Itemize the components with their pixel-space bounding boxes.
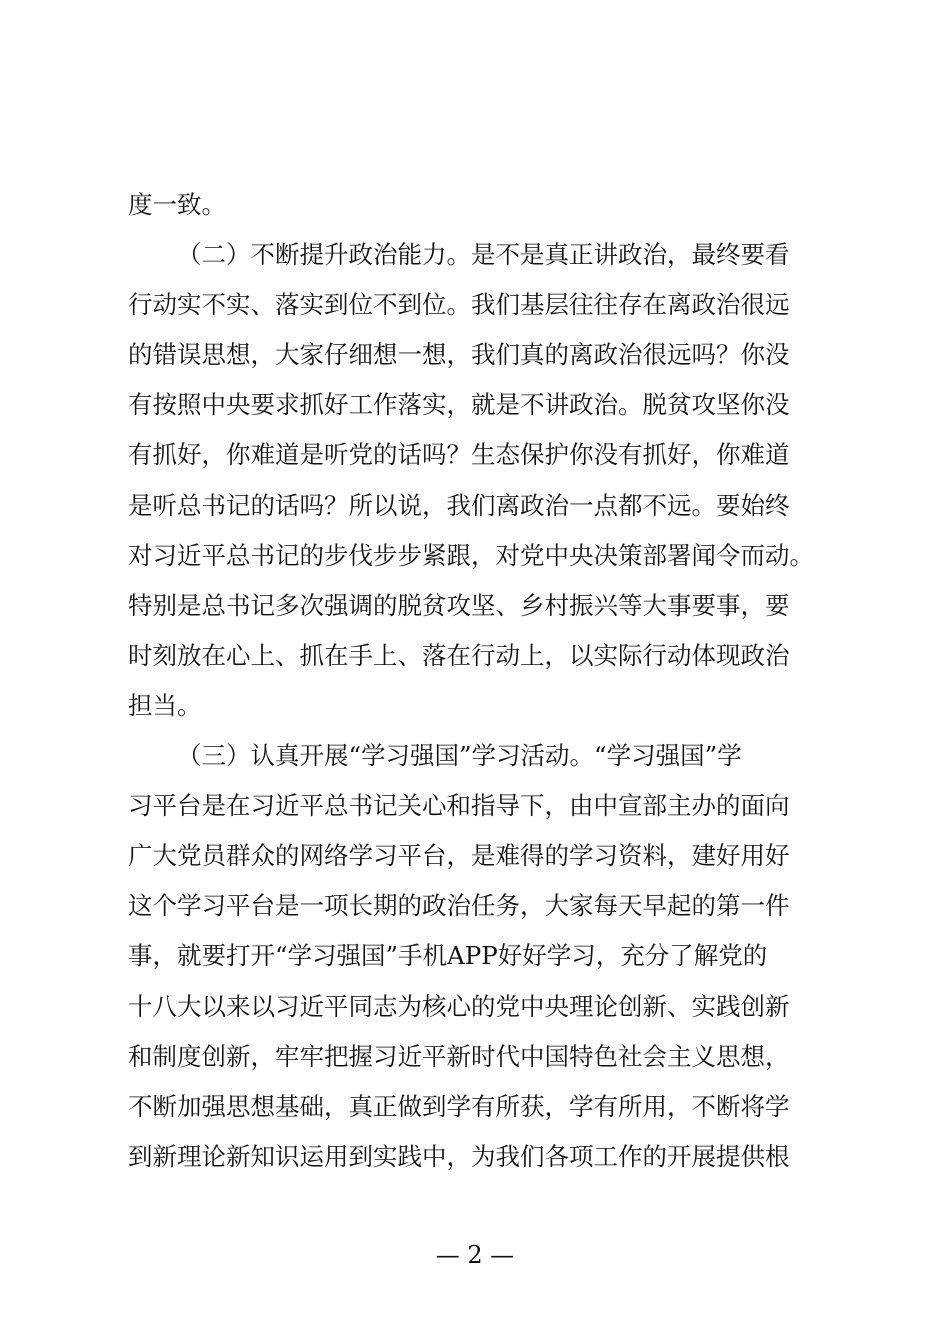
page-number: — 2 —: [435, 1241, 515, 1269]
text-line: 有按照中央要求抓好工作落实，就是不讲政治。脱贫攻坚你没: [128, 390, 790, 420]
text-line: 不断加强思想基础，真正做到学有所获，学有所用，不断将学: [128, 1091, 790, 1121]
text-line: 和制度创新，牢牢把握习近平新时代中国特色社会主义思想，: [128, 1041, 790, 1071]
text-line: 担当。: [128, 690, 202, 720]
text-line: 习平台是在习近平总书记关心和指导下，由中宣部主办的面向: [128, 791, 790, 821]
text-line: 时刻放在心上、抓在手上、落在行动上，以实际行动体现政治: [128, 640, 790, 670]
text-line: 有抓好，你难道是听党的话吗？生态保护你没有抓好，你难道: [128, 440, 790, 470]
body-text: [128, 180, 858, 1182]
text-line: 是听总书记的话吗？所以说，我们离政治一点都不远。要始终: [128, 490, 790, 520]
text-line: 对习近平总书记的步伐步步紧跟，对党中央决策部署闻令而动。: [128, 540, 814, 570]
text-line: 这个学习平台是一项长期的政治任务，大家每天早起的第一件: [128, 891, 790, 921]
section-3-heading-line: （三）认真开展“学习强国”学习活动。“学习强国”学: [177, 741, 742, 771]
text-line: 度一致。: [128, 190, 226, 219]
text-line: 特别是总书记多次强调的脱贫攻坚、乡村振兴等大事要事，要: [128, 590, 790, 620]
text-line: 事，就要打开“学习强国”手机APP好好学习，充分了解党的: [128, 941, 768, 971]
section-2-heading-line: （二）不断提升政治能力。是不是真正讲政治，最终要看: [177, 240, 790, 270]
text-line: 的错误思想，大家仔细想一想，我们真的离政治很远吗？你没: [128, 340, 790, 370]
text-line: 十八大以来以习近平同志为核心的党中央理论创新、实践创新: [128, 991, 790, 1021]
text-line: 到新理论新知识运用到实践中，为我们各项工作的开展提供根: [128, 1141, 790, 1171]
text-line: 行动实不实、落实到位不到位。我们基层往往存在离政治很远: [128, 290, 790, 320]
text-line: 广大党员群众的网络学习平台，是难得的学习资料，建好用好: [128, 841, 790, 871]
